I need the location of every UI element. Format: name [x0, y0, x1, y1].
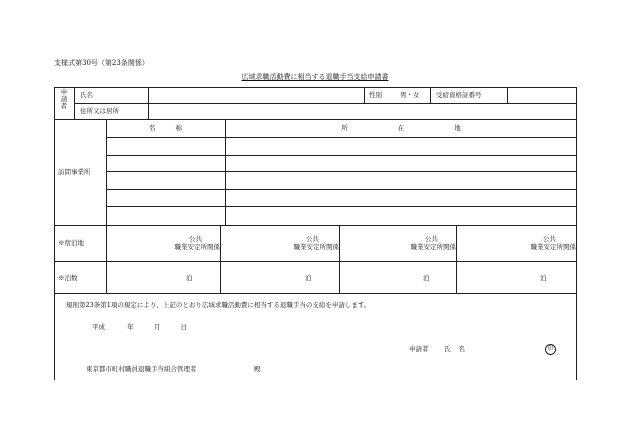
address-label: 住所又は居所	[80, 107, 119, 115]
nights-input[interactable]	[457, 262, 575, 292]
visited-location-cell[interactable]	[226, 190, 575, 205]
nights-input[interactable]	[107, 262, 219, 292]
visited-label: 訪問事業所	[58, 168, 91, 176]
applicant-name-field[interactable]	[149, 88, 363, 102]
nights-label: ※泊数	[58, 274, 78, 282]
visited-location-cell[interactable]	[226, 156, 575, 170]
signature-name-label: 氏名	[444, 345, 473, 353]
date-day: 日	[180, 323, 187, 331]
nights-unit: 泊	[423, 274, 430, 282]
date-era: 平成	[92, 323, 105, 331]
lodging-place-cell[interactable]: 公共 職業安定所関係	[174, 235, 220, 251]
visited-name-cell[interactable]	[107, 190, 224, 205]
rule-gender-right	[430, 87, 431, 103]
lodging-place-cell[interactable]: 公共 職業安定所関係	[530, 235, 576, 251]
gender-options[interactable]: 男・女	[400, 91, 420, 99]
form-number: 支様式第30号（第23条関係）	[54, 59, 149, 67]
rule-applicant-label-divider	[74, 87, 75, 119]
rule-gender-left	[364, 87, 365, 103]
visited-name-header: 名称	[149, 124, 202, 132]
visited-name-cell[interactable]	[107, 172, 224, 188]
nights-input[interactable]	[221, 262, 338, 292]
visited-location-cell[interactable]	[226, 138, 575, 154]
nights-unit: 泊	[186, 274, 193, 282]
visited-location-header: 所在地	[341, 124, 511, 132]
addressee-name: 東京都市町村職員退職手当組合管理者	[86, 365, 197, 373]
lodging-place-cell[interactable]: 公共 職業安定所関係	[293, 235, 339, 251]
date-month: 月	[153, 323, 161, 331]
nights-unit: 泊	[305, 274, 312, 282]
visited-name-cell[interactable]	[107, 156, 224, 170]
rule-nights-bottom	[54, 293, 576, 294]
rule-applicant-bottom	[54, 119, 576, 120]
name-label: 氏名	[80, 91, 93, 99]
applicant-side-label: 申 請 者	[60, 88, 68, 110]
certificate-number-field[interactable]	[508, 88, 575, 102]
visited-location-cell[interactable]	[226, 207, 575, 224]
visited-name-cell[interactable]	[107, 207, 224, 224]
rule-visited-bottom	[54, 225, 576, 226]
lodging-place-cell[interactable]: 公共 職業安定所関係	[410, 235, 456, 251]
rule-right-edge	[576, 87, 577, 380]
certificate-number-label: 受給資格証番号	[436, 91, 482, 99]
lodging-place-label: ※宿泊地	[58, 239, 84, 247]
nights-input[interactable]	[340, 262, 455, 292]
visited-location-cell[interactable]	[226, 172, 575, 188]
rule-left-edge	[54, 87, 55, 380]
date-year: 年	[127, 323, 134, 331]
visited-name-cell[interactable]	[107, 138, 224, 154]
addressee-honorific: 殿	[254, 365, 261, 373]
seal-icon: 印	[545, 344, 556, 355]
form-title: 広域求職活動費に相当する退職手当支給申請書	[241, 73, 389, 81]
date-line	[92, 323, 187, 331]
gender-label: 性別	[369, 91, 382, 99]
nights-unit: 泊	[540, 274, 547, 282]
address-field[interactable]	[149, 104, 575, 118]
signature-applicant-label: 申請者	[409, 345, 429, 353]
declaration-text: 規則第23条第1項の規定により、上記のとおり広域求職活動費に相当する退職手当の支給を申請します。	[66, 301, 371, 309]
